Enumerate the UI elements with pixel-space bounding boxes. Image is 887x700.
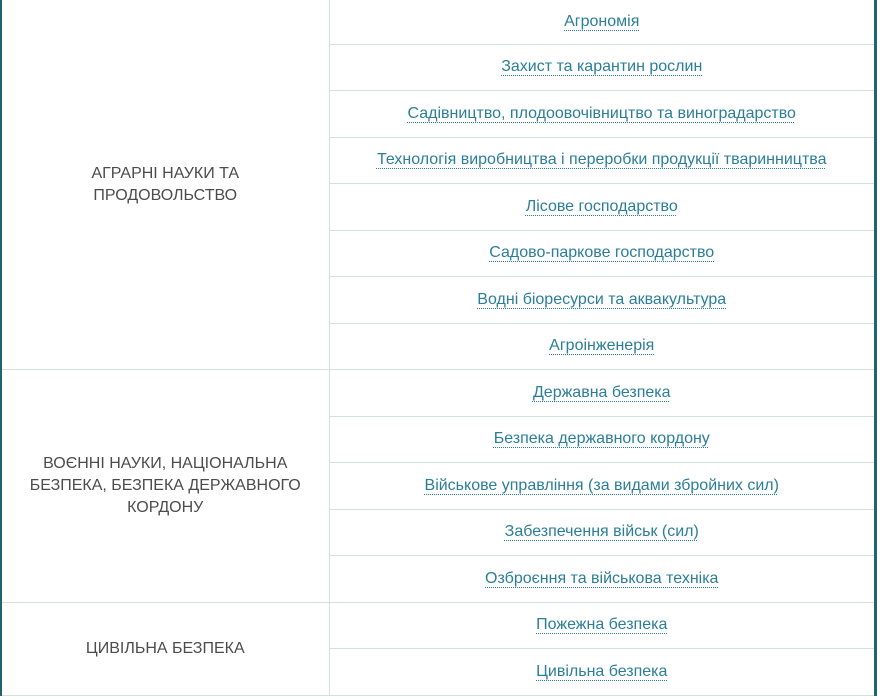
specialty-link[interactable]: Агрономія — [564, 12, 640, 30]
specialty-link[interactable]: Державна безпека — [532, 383, 671, 401]
specialty-cell — [329, 649, 876, 696]
specialty-cell — [329, 91, 876, 138]
specialty-link[interactable]: Озброєння та військова техніка — [485, 569, 719, 587]
specialty-link[interactable]: Безпека державного кордону — [493, 430, 710, 448]
specialty-cell — [329, 416, 876, 463]
specialty-cell — [329, 370, 876, 417]
specialty-cell — [329, 277, 876, 324]
specialty-link[interactable]: Технологія виробництва і переробки продукції тваринництва — [376, 151, 827, 169]
specialty-cell — [329, 323, 876, 370]
specialty-cell — [329, 602, 876, 649]
specialty-link[interactable]: Захист та карантин рослин — [501, 58, 703, 76]
specialty-cell — [329, 556, 876, 603]
specialty-cell — [329, 230, 876, 277]
specialty-link[interactable]: Забезпечення військ (сил) — [504, 523, 699, 541]
specialty-link[interactable]: Пожежна безпека — [536, 616, 668, 634]
specialty-cell — [329, 137, 876, 184]
specialty-link[interactable]: Військове управління (за видами збройних сил) — [424, 476, 779, 494]
table-row — [1, 0, 876, 44]
table-row — [1, 602, 876, 649]
specialty-cell — [329, 184, 876, 231]
specialty-link[interactable]: Садово-паркове господарство — [489, 244, 715, 262]
specialty-link[interactable]: Лісове господарство — [525, 197, 678, 215]
specialty-cell — [329, 463, 876, 510]
specialty-cell — [329, 44, 876, 91]
table-row — [1, 370, 876, 417]
category-cell: ВОЄННІ НАУКИ, НАЦІОНАЛЬНА БЕЗПЕКА, БЕЗПЕКА ДЕРЖАВНОГО КОРДОНУ — [1, 370, 329, 603]
specialty-link[interactable]: Водні біоресурси та аквакультура — [477, 290, 727, 308]
specialty-link[interactable]: Садівництво, плодоовочівництво та виноградарство — [407, 104, 796, 122]
category-cell: ЦИВІЛЬНА БЕЗПЕКА — [1, 602, 329, 695]
specialty-link[interactable]: Агроінженерія — [549, 337, 655, 355]
specialty-cell — [329, 0, 876, 44]
specialty-cell — [329, 509, 876, 556]
specialty-link[interactable]: Цивільна безпека — [536, 662, 668, 680]
category-cell: АГРАРНІ НАУКИ ТА ПРОДОВОЛЬСТВО — [1, 0, 329, 370]
